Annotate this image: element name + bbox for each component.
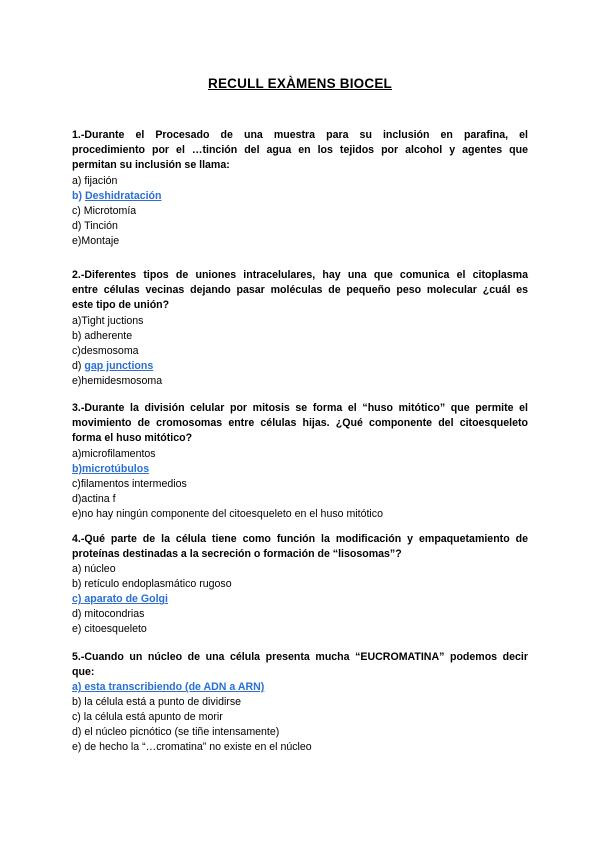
question-1-option-c: c) Microtomía [72, 204, 137, 217]
question-4-option-b: b) retículo endoplasmático rugoso [72, 578, 232, 591]
question-4-stem-line: 4.-Qué parte de la célula tiene como función la modificación y empaquetamiento de [72, 533, 528, 545]
question-3-stem-line: movimiento de cromosomas entre células hijas. ¿Qué componente del citoesqueleto [72, 417, 528, 430]
question-1-stem-line: permitan su inclusión se llama: [72, 159, 230, 172]
question-5-option-b: b) la célula está a punto de dividirse [72, 696, 242, 709]
question-5-option-a-correct: a) esta transcribiendo (de ADN a ARN) [72, 681, 265, 694]
question-1-option-d: d) Tinción [72, 219, 118, 232]
question-3-option-b-correct: b)microtúbulos [72, 462, 150, 475]
question-5 [72, 650, 528, 755]
question-3-stem-line: forma el huso mitótico? [72, 432, 193, 445]
question-5-option-e: e) de hecho la “…cromatina” no existe en el núcleo [72, 741, 312, 754]
question-2 [72, 268, 528, 389]
question-2-stem-line: entre células vecinas dejando pasar moléculas de pequeño peso molecular ¿cuál es [72, 284, 528, 297]
question-1-option-e: e)Montaje [72, 234, 120, 247]
question-5-option-c: c) la célula está apunto de morir [72, 711, 223, 724]
question-3-option-c: c)filamentos intermedios [72, 477, 187, 490]
question-2-stem [72, 268, 528, 314]
question-2-option-e: e)hemidesmosoma [72, 374, 163, 387]
question-2-option-c: c)desmosoma [72, 344, 139, 357]
question-4-stem [72, 532, 528, 562]
question-5-stem-line: 5.-Cuando un núcleo de una célula presenta mucha “EUCROMATINA” podemos decir [72, 651, 528, 663]
question-4-option-e: e) citoesqueleto [72, 623, 147, 636]
question-5-stem [72, 650, 528, 680]
question-3-stem-line: 3.-Durante la división celular por mitosis se forma el “huso mitótico” que permite el [72, 402, 528, 414]
question-4-option-c-correct: c) aparato de Golgi [72, 593, 168, 606]
question-3-option-a: a)microfilamentos [72, 447, 156, 460]
question-1-stem-line: 1.-Durante el Procesado de una muestra para su inclusión en parafina, el [72, 129, 528, 141]
question-2-option-d-correct: d) gap junctions [72, 359, 154, 372]
question-4 [72, 532, 528, 637]
question-4-option-a: a) núcleo [72, 563, 116, 576]
question-2-option-a: a)Tight juctions [72, 314, 144, 327]
question-2-stem-line: este tipo de unión? [72, 299, 170, 312]
question-2-stem-line: 2.-Diferentes tipos de uniones intracelulares, hay una que comunica el citoplasma [72, 269, 528, 281]
question-3 [72, 401, 528, 522]
question-3-option-d: d)actina f [72, 492, 116, 505]
question-2-option-b: b) adherente [72, 329, 133, 342]
question-5-stem-line: que: [72, 666, 95, 679]
question-1-stem [72, 128, 528, 174]
question-1-option-a: a) fijación [72, 174, 118, 187]
question-4-option-d: d) mitocondrias [72, 608, 145, 621]
question-4-stem-line: proteínas destinadas a la secreción o formación de “lisosomas”? [72, 548, 402, 561]
question-1-option-b-correct: b) Deshidratación [72, 189, 162, 202]
page-title: RECULL EXÀMENS BIOCEL [208, 76, 392, 91]
question-1-stem-line: procedimiento por el …tinción del agua en los tejidos por alcohol y agentes que [72, 144, 528, 157]
question-5-option-d: d) el núcleo picnótico (se tiñe intensamente) [72, 726, 280, 739]
question-3-stem [72, 401, 528, 447]
question-1 [72, 128, 528, 249]
question-3-option-e: e)no hay ningún componente del citoesqueleto en el huso mitótico [72, 507, 383, 520]
